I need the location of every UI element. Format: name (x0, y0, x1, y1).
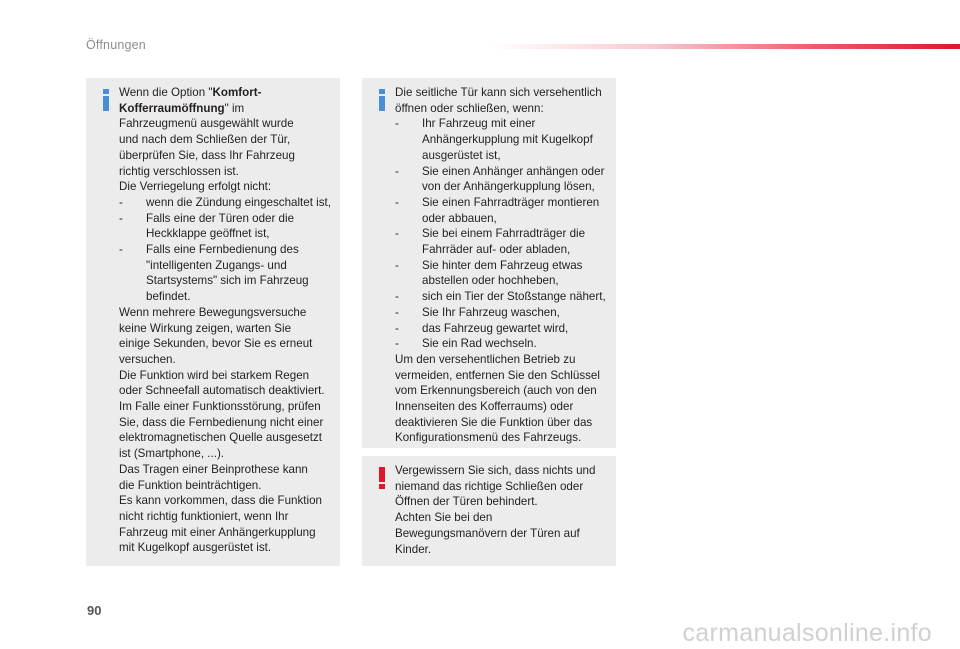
text-line: vom Erkennungsbereich (auch von den (395, 384, 597, 398)
list-dash: - (395, 195, 399, 209)
list-item (119, 242, 334, 305)
intro-prefix: Wenn die Option " (119, 86, 213, 99)
text-line: öffnen oder schließen, wenn: (395, 101, 544, 115)
intro-suffix: " im (224, 101, 245, 115)
text-line: einige Sekunden, bevor Sie es erneut (119, 337, 313, 351)
text-line: und nach dem Schließen der Tür, (119, 133, 291, 147)
list-dash: - (119, 211, 123, 225)
list-item (395, 321, 610, 337)
list-dash: - (395, 321, 399, 335)
list-dash: - (395, 290, 399, 304)
list-item (395, 226, 610, 257)
warning-box (362, 456, 616, 566)
text-line: mit Kugelkopf ausgerüstet ist. (119, 541, 272, 555)
info-icon (99, 88, 113, 112)
text-line: Die Verriegelung erfolgt nicht: (119, 180, 272, 194)
list-item-text: "intelligenten Zugangs- und (146, 258, 287, 272)
info-box-right (362, 78, 616, 448)
list-item-text: von der Anhängerkupplung lösen, (422, 180, 595, 194)
text-line: Öffnen der Türen behindert. (395, 495, 538, 509)
warning-box-content (395, 463, 610, 557)
text-line: Das Tragen einer Beinprothese kann (119, 462, 308, 476)
list-item-text: abstellen oder hochheben, (422, 274, 559, 288)
text-line: Kinder. (395, 542, 432, 556)
list-item (395, 305, 610, 321)
text-line: nicht richtig funktioniert, wenn Ihr (119, 509, 289, 523)
list-dash: - (395, 227, 399, 241)
text-line: keine Wirkung zeigen, warten Sie (119, 321, 292, 335)
text-line: Konfigurationsmenü des Fahrzeugs. (395, 431, 582, 445)
list-dash: - (395, 164, 399, 178)
text-line: Es kann vorkommen, dass die Funktion (119, 494, 322, 508)
text-line: vermeiden, entfernen Sie den Schlüssel (395, 368, 600, 382)
list-item-text: Sie bei einem Fahrradträger die (422, 227, 586, 241)
info-box-left (86, 78, 340, 566)
list-item-text: Sie ein Rad wechseln. (422, 337, 537, 351)
list-item (395, 164, 610, 195)
list-item-text: sich ein Tier der Stoßstange nähert, (422, 290, 606, 304)
list-item-text: ausgerüstet ist, (422, 148, 501, 162)
list-item-text: Sie Ihr Fahrzeug waschen, (422, 305, 560, 319)
header-accent-bar (490, 44, 960, 49)
text-line: Achten Sie bei den (395, 511, 493, 525)
text-line: Innenseiten des Kofferraums) oder (395, 400, 574, 414)
text-line: niemand das richtige Schließen oder (395, 479, 584, 493)
text-line: oder Schneefall automatisch deaktiviert. (119, 384, 325, 398)
list-dash: - (395, 305, 399, 319)
list-item-text: Falls eine Fernbedienung des (146, 243, 299, 257)
list-dash: - (119, 195, 123, 209)
text-line: Fahrzeug mit einer Anhängerkupplung (119, 525, 316, 539)
list-dash: - (395, 337, 399, 351)
text-line: deaktivieren Sie die Funktion über das (395, 415, 593, 429)
text-line: Bewegungsmanövern der Türen auf (395, 526, 580, 540)
intro-line (119, 85, 334, 101)
watermark: carmanualsonline.info (682, 619, 932, 647)
list-item-text: Ihr Fahrzeug mit einer (422, 117, 536, 131)
page-number: 90 (87, 603, 102, 618)
list-item (395, 258, 610, 289)
list-item (119, 211, 334, 242)
intro-line (119, 101, 334, 117)
list-item-text: wenn die Zündung eingeschaltet ist, (146, 195, 331, 209)
list-dash: - (395, 258, 399, 272)
list-item (119, 195, 334, 211)
text-line: Fahrzeugmenü ausgewählt wurde (119, 117, 294, 131)
info-box-right-content (395, 85, 610, 446)
list-item (395, 116, 610, 163)
section-title: Öffnungen (86, 38, 146, 52)
list-dash: - (119, 243, 123, 257)
text-line: ist (Smartphone, ...). (119, 447, 225, 461)
text-line: Die seitliche Tür kann sich versehentlich (395, 86, 602, 99)
list-item (395, 289, 610, 305)
list-item-text: das Fahrzeug gewartet wird, (422, 321, 569, 335)
list-dash: - (395, 117, 399, 131)
list-item-text: Sie hinter dem Fahrzeug etwas (422, 258, 583, 272)
text-line: Die Funktion wird bei starkem Regen (119, 368, 310, 382)
text-line: Vergewissern Sie sich, dass nichts und (395, 464, 596, 477)
text-line: überprüfen Sie, dass Ihr Fahrzeug (119, 148, 295, 162)
list-item-text: Sie einen Anhänger anhängen oder (422, 164, 605, 178)
text-line: Sie, dass die Fernbedienung nicht einer (119, 415, 324, 429)
text-line: Um den versehentlichen Betrieb zu (395, 352, 576, 366)
text-line: richtig verschlossen ist. (119, 164, 239, 178)
text-line: elektromagnetischen Quelle ausgesetzt (119, 431, 323, 445)
list-item-text: Anhängerkupplung mit Kugelkopf (422, 133, 593, 147)
list-item-text: Falls eine der Türen oder die (146, 211, 295, 225)
text-line: Im Falle einer Funktionsstörung, prüfen (119, 400, 321, 414)
info-box-left-content (119, 85, 334, 556)
list-item (395, 195, 610, 226)
text-line: Wenn mehrere Bewegungsversuche (119, 305, 307, 319)
option-name-part1: Komfort- (212, 86, 262, 99)
info-icon (375, 88, 389, 112)
list-item-text: Fahrräder auf- oder abladen, (422, 243, 571, 257)
text-line: die Funktion beinträchtigen. (119, 478, 262, 492)
list-item-text: Sie einen Fahrradträger montieren (422, 195, 600, 209)
warning-icon (375, 466, 389, 490)
list-item-text: Startsystems" sich im Fahrzeug (146, 274, 309, 288)
list-item (395, 336, 610, 352)
list-item-text: oder abbauen, (422, 211, 497, 225)
list-item-text: befindet. (146, 290, 191, 304)
text-line: versuchen. (119, 352, 176, 366)
list-item-text: Heckklappe geöffnet ist, (146, 227, 270, 241)
option-name-part2: Kofferraumöffnung (119, 101, 225, 115)
